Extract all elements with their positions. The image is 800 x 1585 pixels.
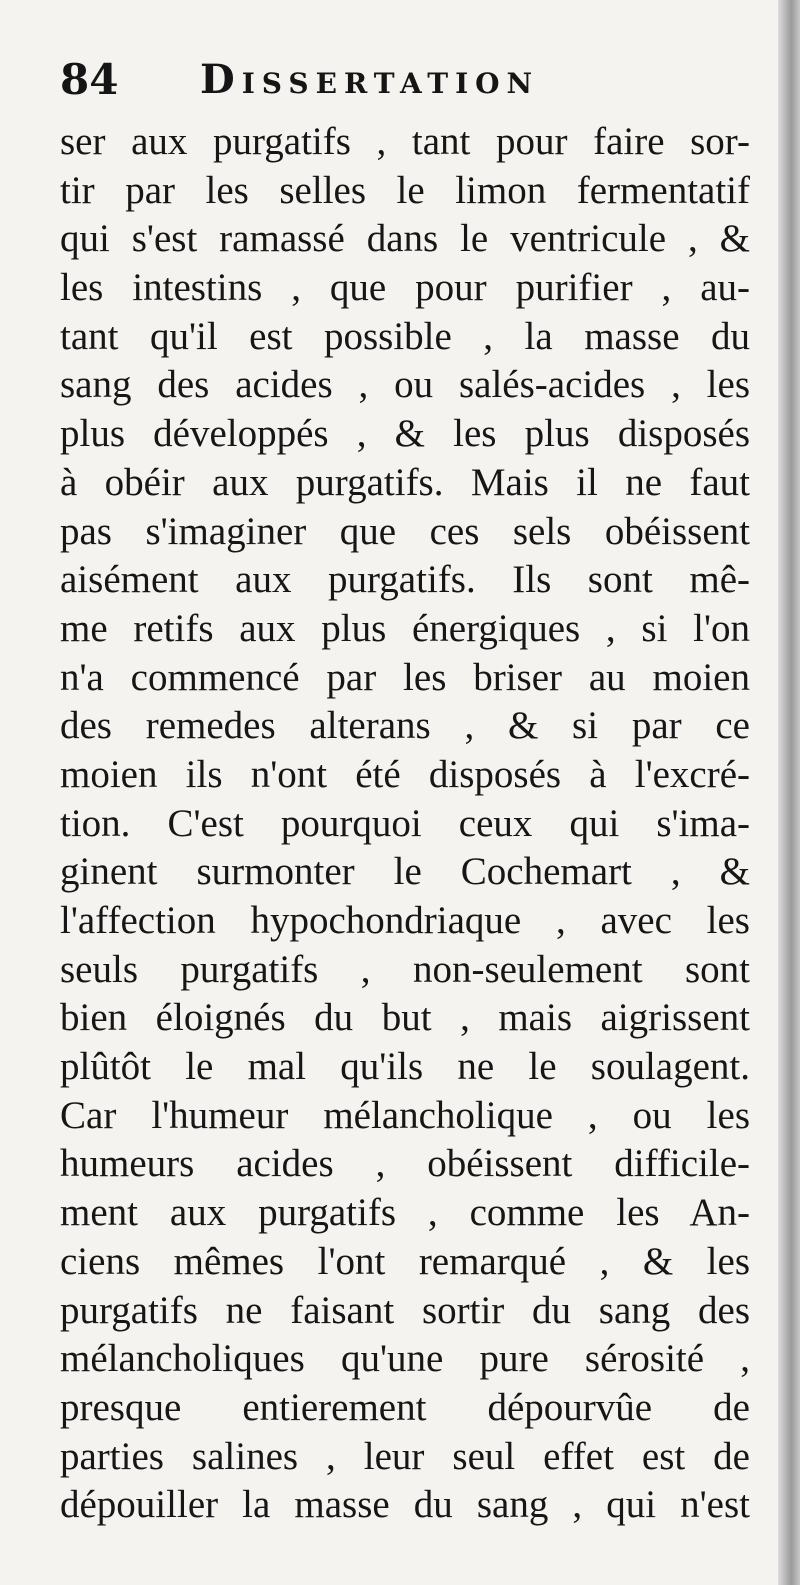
body-text [60, 118, 750, 1530]
text-line: plûtôt le mal qu'ils ne le soulagent. [60, 1045, 750, 1089]
text-line: à obéir aux purgatifs. Mais il ne faut [60, 460, 750, 504]
text-line: sang des acides , ou salés-acides , les [60, 363, 750, 407]
text-line: n'a commencé par les briser au moien [60, 655, 750, 699]
running-head: Dissertation [200, 56, 540, 103]
text-line: purgatifs ne faisant sortir du sang des [60, 1288, 750, 1332]
text-line: ser aux purgatifs , tant pour faire sor- [60, 120, 750, 163]
text-line: des remedes alterans , & si par ce [60, 704, 750, 748]
text-line: les intestins , que pour purifier , au- [60, 266, 750, 310]
text-line: ginent surmonter le Cochemart , & [60, 850, 750, 894]
text-line: Car l'humeur mélancholique , ou les [60, 1093, 750, 1137]
text-line: mélancholiques qu'une pure sérosité , [60, 1337, 750, 1381]
text-line: presque entierement dépourvûe de [60, 1385, 750, 1429]
text-line: tion. C'est pourquoi ceux qui s'ima- [60, 801, 750, 845]
text-line: tant qu'il est possible , la masse du [60, 314, 750, 358]
text-line: l'affection hypochondriaque , avec les [60, 899, 750, 942]
text-line: seuls purgatifs , non-seulement sont [60, 947, 750, 991]
text-line: pas s'imaginer que ces sels obéissent [60, 509, 750, 553]
page-header [60, 50, 760, 110]
text-line: tir par les selles le limon fermentatif [60, 168, 750, 212]
page-number: 84 [60, 55, 119, 104]
text-line: moien ils n'ont été disposés à l'excré- [60, 752, 750, 796]
text-line: humeurs acides , obéissent difficile- [60, 1142, 750, 1186]
text-line: plus développés , & les plus disposés [60, 412, 750, 456]
text-line: parties salines , leur seul effet est de [60, 1434, 750, 1478]
text-line: qui s'est ramassé dans le ventricule , & [60, 217, 750, 261]
text-line: me retifs aux plus énergiques , si l'on [60, 606, 750, 650]
page-edge-shadow [778, 0, 800, 1585]
text-line: ciens mêmes l'ont remarqué , & les [60, 1239, 750, 1283]
text-line: aisément aux purgatifs. Ils sont mê- [60, 558, 750, 602]
text-line: ment aux purgatifs , comme les An- [60, 1191, 750, 1235]
text-line: bien éloignés du but , mais aigrissent [60, 996, 750, 1040]
text-line: dépouiller la masse du sang , qui n'est [60, 1483, 750, 1527]
